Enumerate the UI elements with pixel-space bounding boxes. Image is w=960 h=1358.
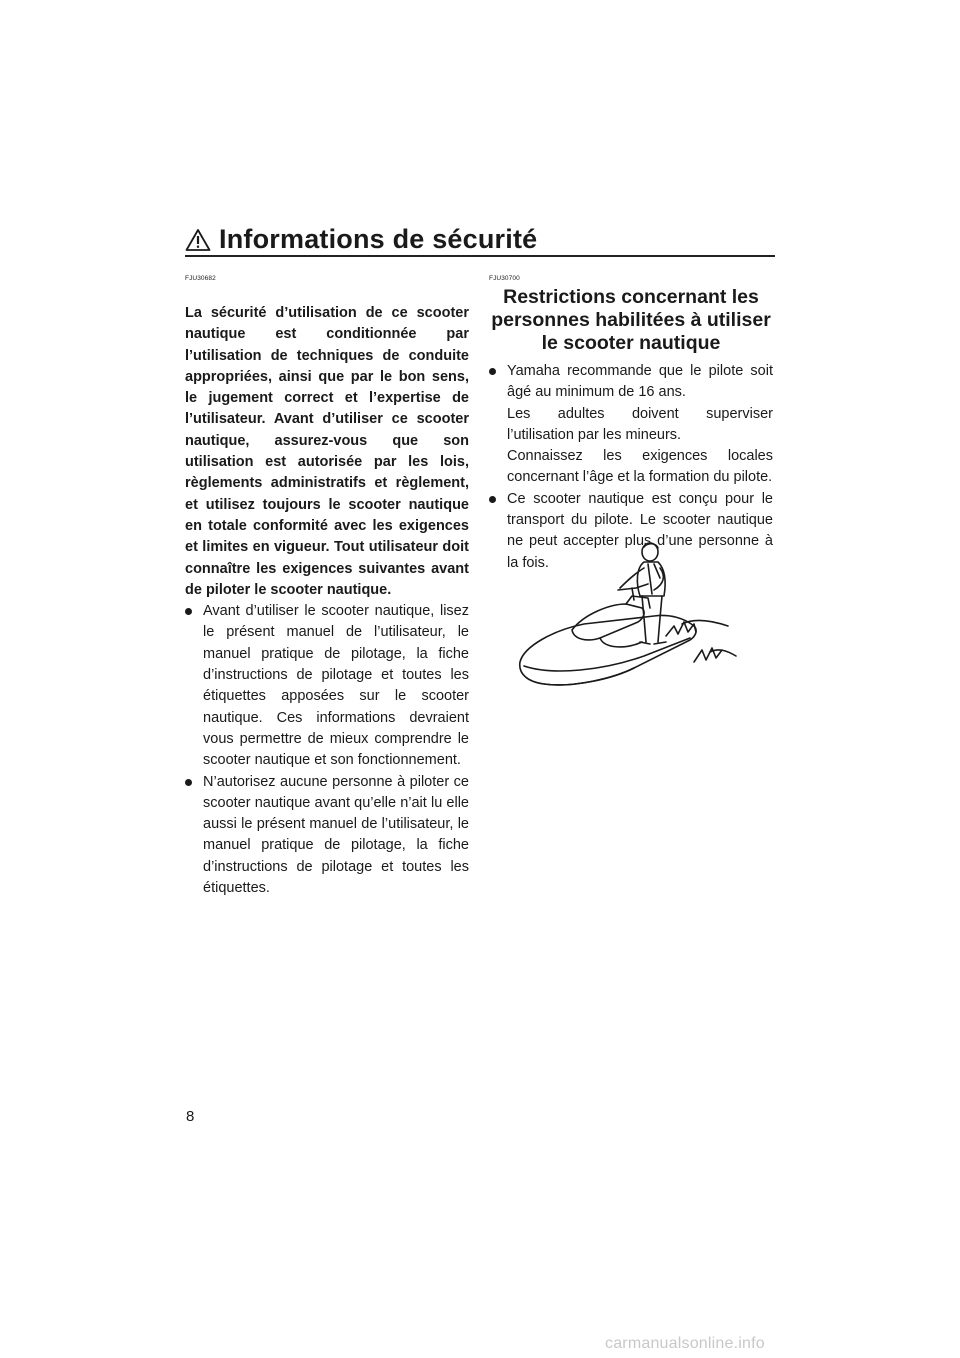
rider-on-jet-ski-illustration — [514, 538, 740, 692]
section-code: FJU30682 — [185, 275, 216, 282]
bullet-line: Connaissez les exigences locales concernant l’âge et la formation du pilote. — [507, 448, 773, 486]
intro-paragraph: La sécurité d’utilisation de ce scooter nautique est conditionnée par l’utilisation de techniques de conduite appropriées, ainsi que par le bon sens, le jugement correct et l’expertise de l’utilisateur. Avant d’utiliser ce scooter nautique, assurez-vous que son utilisation est autorisée par les lois, règlements administratifs et règlement, et utilisez toujours le scooter nautique en totale conformité avec les exigences et limites en vigueur. Tout utilisateur doit connaître les exigences suivantes avant de piloter le scooter nautique. — [185, 305, 469, 598]
list-item: Avant d’utiliser le scooter nautique, lisez le présent manuel de l’utilisateur, le manuel pratique de pilotage, la fiche d’instructions de pilotage et toutes les étiquettes apposées sur le scooter nautique. Ces informations devraient vous permettre de mieux comprendre le scooter nautique et son fonctionnement. — [185, 601, 469, 771]
page-number: 8 — [186, 1108, 195, 1125]
watermark: carmanualsonline.info — [605, 1335, 765, 1352]
header-rule — [185, 255, 775, 257]
left-column — [185, 275, 469, 899]
section-code: FJU30700 — [489, 275, 520, 282]
left-bullet-list — [185, 601, 469, 899]
right-column — [489, 275, 773, 574]
warning-triangle-icon — [185, 228, 211, 252]
bullet-line: Ce scooter nautique est conçu pour le transport du pilote. Le scooter nautique ne peut accepter plus d’une personne à la fois. — [507, 490, 773, 571]
page-header — [185, 222, 775, 258]
bullet-line: Les adultes doivent superviser l’utilisation par les mineurs. — [507, 405, 773, 443]
list-item: N’autorisez aucune personne à piloter ce scooter nautique avant qu’elle n’ait lu elle aussi le présent manuel de l’utilisateur, le manuel pratique de pilotage, la fiche d’instructions de pilotage et toutes les étiquettes. — [185, 772, 469, 900]
bullet-line: Yamaha recommande que le pilote soit âgé au minimum de 16 ans. — [507, 363, 773, 401]
list-item — [489, 361, 773, 489]
section-title: Restrictions concernant les personnes habilitées à utiliser le scooter nautique — [491, 286, 771, 354]
page-title: Informations de sécurité — [219, 224, 538, 254]
